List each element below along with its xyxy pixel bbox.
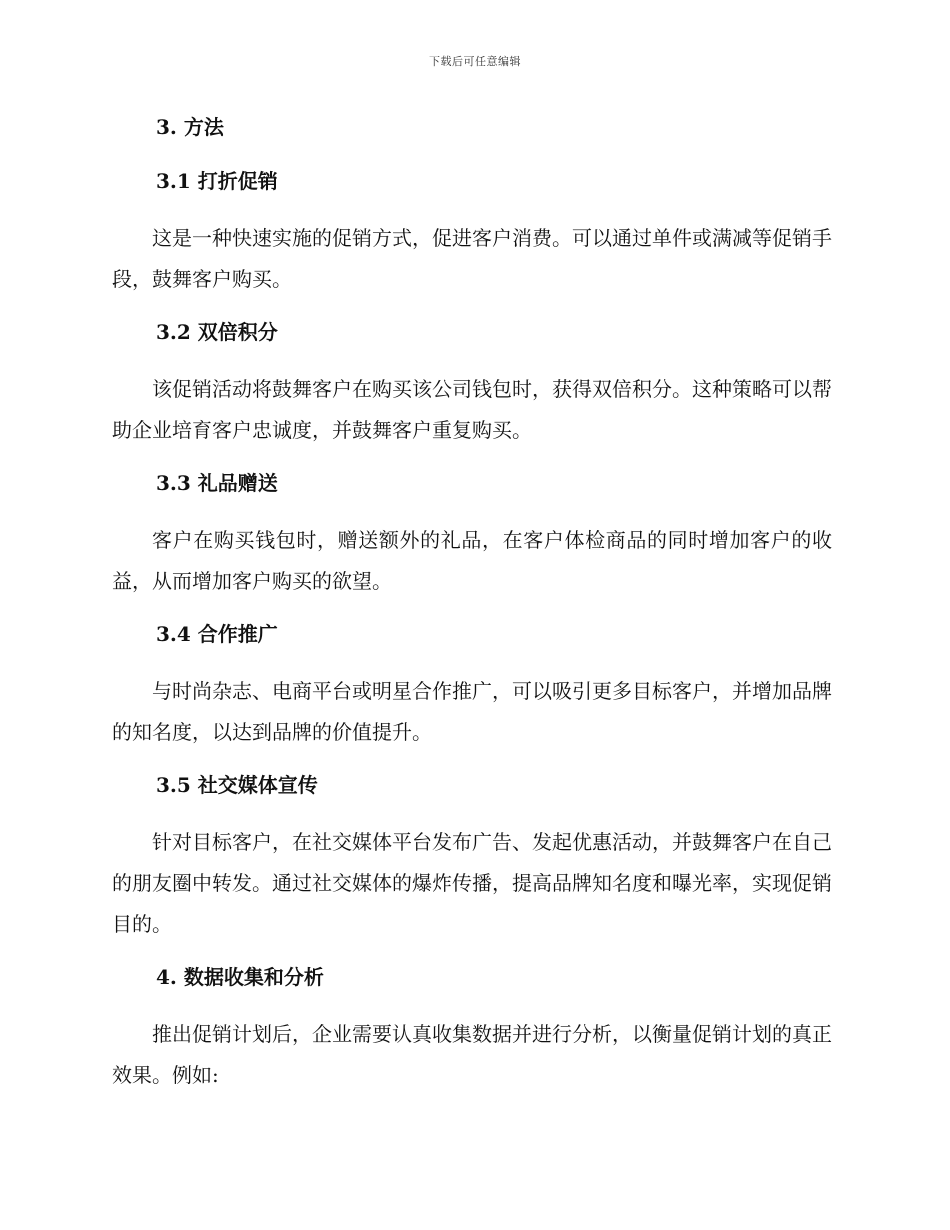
section-paragraph: 针对目标客户，在社交媒体平台发布广告、发起优惠活动，并鼓舞客户在自己的朋友圈中转发。通过社交媒体的爆炸传播，提高品牌知名度和曝光率，实现促销目的。 bbox=[112, 830, 832, 936]
document-body bbox=[112, 110, 832, 1096]
section-paragraph: 该促销活动将鼓舞客户在购买该公司钱包时，获得双倍积分。这种策略可以帮助企业培育客户忠诚度，并鼓舞客户重复购买。 bbox=[112, 377, 832, 442]
page-header-note: 下载后可任意编辑 bbox=[429, 55, 521, 68]
section-heading: 3.2 双倍积分 bbox=[156, 320, 278, 344]
section-paragraph: 客户在购买钱包时，赠送额外的礼品，在客户体检商品的同时增加客户的收益，从而增加客户购买的欲望。 bbox=[112, 528, 832, 593]
section-heading: 3. 方法 bbox=[156, 115, 224, 139]
section-heading: 3.1 打折促销 bbox=[156, 169, 278, 193]
section-heading: 4. 数据收集和分析 bbox=[156, 965, 324, 989]
section-heading: 3.5 社交媒体宣传 bbox=[156, 773, 318, 797]
section-heading: 3.4 合作推广 bbox=[156, 622, 278, 646]
section-paragraph: 这是一种快速实施的促销方式，促进客户消费。可以通过单件或满减等促销手段，鼓舞客户购买。 bbox=[112, 226, 832, 291]
section-paragraph: 推出促销计划后，企业需要认真收集数据并进行分析，以衡量促销计划的真正效果。例如: bbox=[112, 1022, 832, 1087]
section-heading: 3.3 礼品赠送 bbox=[156, 471, 278, 495]
section-paragraph: 与时尚杂志、电商平台或明星合作推广，可以吸引更多目标客户，并增加品牌的知名度，以达到品牌的价值提升。 bbox=[112, 679, 832, 744]
